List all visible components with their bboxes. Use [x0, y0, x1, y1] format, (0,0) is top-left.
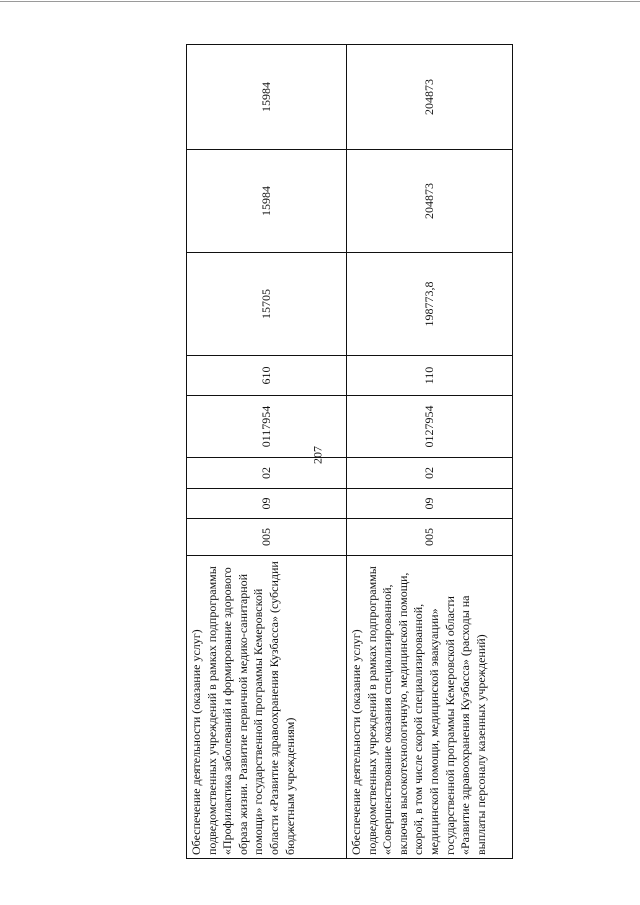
subsection-code: 02: [347, 458, 513, 489]
amount-year-1: 15705: [187, 253, 347, 356]
ministry-code: 005: [347, 519, 513, 556]
row-description: Обеспечение деятельности (оказание услуг) подведомственных учреждений в рамках подпрограммы «Профилактика заболеваний и формирование здорового образа жизни. Развитие первичной медико-санитарной помощи» государственной программы Кемеровской области «Развитие здравоохранения Кузбасса» (субсидии бюджетным учреждениям): [187, 556, 347, 859]
top-border-line: [0, 1, 640, 2]
amount-year-2: 15984: [187, 150, 347, 253]
table-row: [347, 45, 513, 859]
page-number: 207: [310, 446, 325, 464]
section-code: 09: [347, 489, 513, 519]
amount-year-2: 204873: [347, 150, 513, 253]
expense-type-code: 110: [347, 356, 513, 396]
subsection-code: 02: [187, 458, 347, 489]
target-article-code: 0117954: [187, 396, 347, 458]
ministry-code: 005: [187, 519, 347, 556]
section-code: 09: [187, 489, 347, 519]
amount-year-3: 15984: [187, 45, 347, 150]
row-description: Обеспечение деятельности (оказание услуг) подведомственных учреждений в рамках подпрограммы «Совершенствование оказания специализированной, включая высокотехнологичную, медицинской помощи, скорой, в том числе скорой специализированной, медицинской помощи, медицинской эвакуации» государственной программы Кемеровской области «Развитие здравоохранения Кузбасса» (расходы на выплаты персоналу казенных учреждений): [347, 556, 513, 859]
expense-type-code: 610: [187, 356, 347, 396]
budget-table: [186, 44, 513, 859]
budget-table-container: [186, 45, 512, 859]
table-row: [187, 45, 347, 859]
target-article-code: 0127954: [347, 396, 513, 458]
amount-year-3: 204873: [347, 45, 513, 150]
amount-year-1: 198773,8: [347, 253, 513, 356]
